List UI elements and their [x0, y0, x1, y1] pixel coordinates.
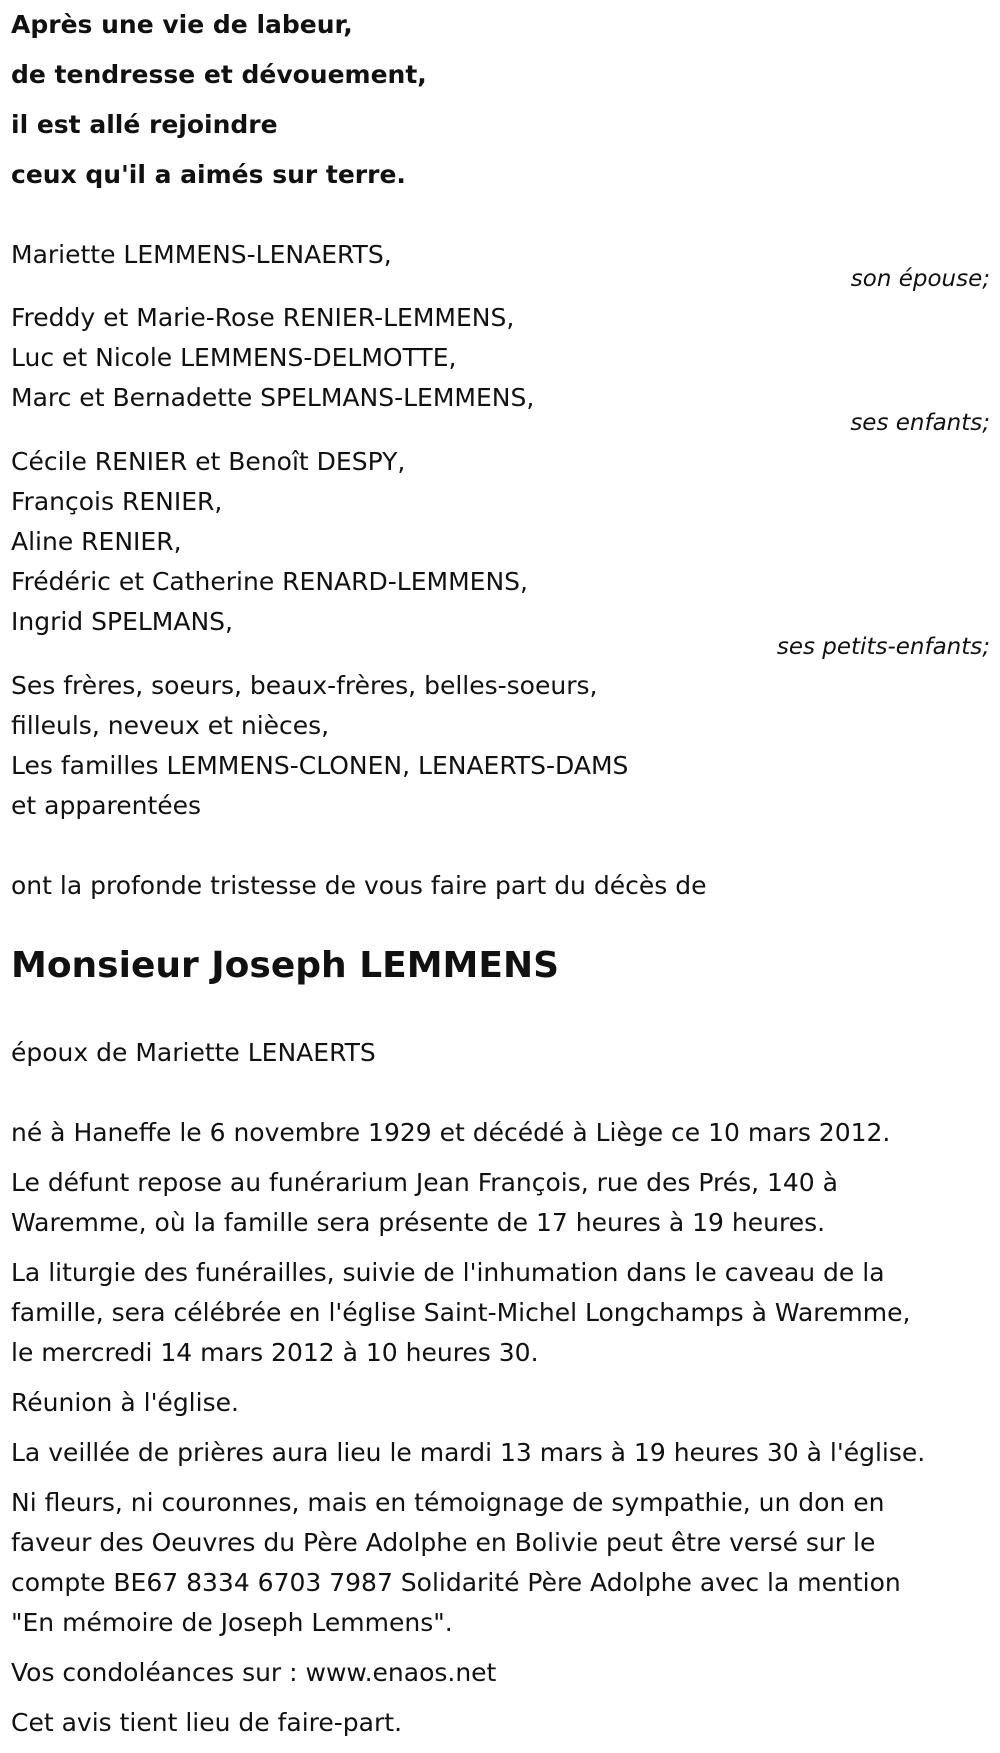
- vigil-line: La veillée de prières aura lieu le mardi 13 mars à 19 heures 30 à l'église.: [11, 1438, 926, 1467]
- condolences-line: Vos condoléances sur : www.enaos.net: [11, 1658, 497, 1687]
- rest-location-line: Waremme, où la famille sera présente de 17 heures à 19 heures.: [11, 1208, 826, 1237]
- funeral-line: le mercredi 14 mars 2012 à 10 heures 30.: [11, 1338, 539, 1367]
- poem-line: de tendresse et dévouement,: [11, 60, 427, 89]
- relatives-line: Les familles LEMMENS-CLONEN, LENAERTS-DAMS: [11, 751, 629, 780]
- donation-line: faveur des Oeuvres du Père Adolphe en Bolivie peut être versé sur le: [11, 1528, 876, 1557]
- meeting-line: Réunion à l'église.: [11, 1388, 239, 1417]
- children-role: ses enfants;: [850, 410, 990, 436]
- grandchild-name: Aline RENIER,: [11, 527, 182, 556]
- closing-line: Cet avis tient lieu de faire-part.: [11, 1708, 403, 1737]
- relatives-line: Ses frères, soeurs, beaux-frères, belles-soeurs,: [11, 671, 598, 700]
- poem-line: Après une vie de labeur,: [11, 10, 353, 39]
- rest-location-line: Le défunt repose au funérarium Jean François, rue des Prés, 140 à: [11, 1168, 838, 1197]
- child-name: Freddy et Marie-Rose RENIER-LEMMENS,: [11, 303, 515, 332]
- relatives-line: filleuls, neveux et nièces,: [11, 711, 330, 740]
- donation-line: Ni fleurs, ni couronnes, mais en témoignage de sympathie, un don en: [11, 1488, 885, 1517]
- funeral-line: famille, sera célébrée en l'église Saint-Michel Longchamps à Waremme,: [11, 1298, 911, 1327]
- donation-line: "En mémoire de Joseph Lemmens".: [11, 1608, 453, 1637]
- spouse-role: son épouse;: [850, 266, 990, 292]
- child-name: Luc et Nicole LEMMENS-DELMOTTE,: [11, 343, 457, 372]
- grandchild-name: Frédéric et Catherine RENARD-LEMMENS,: [11, 567, 528, 596]
- birth-death-line: né à Haneffe le 6 novembre 1929 et décédé à Liège ce 10 mars 2012.: [11, 1118, 891, 1147]
- funeral-line: La liturgie des funérailles, suivie de l'inhumation dans le caveau de la: [11, 1258, 885, 1287]
- spouse-name: Mariette LEMMENS-LENAERTS,: [11, 240, 392, 269]
- relatives-line: et apparentées: [11, 791, 202, 820]
- grandchild-name: Cécile RENIER et Benoît DESPY,: [11, 447, 406, 476]
- donation-line: compte BE67 8334 6703 7987 Solidarité Père Adolphe avec la mention: [11, 1568, 901, 1597]
- grandchild-name: Ingrid SPELMANS,: [11, 607, 233, 636]
- deceased-name: Monsieur Joseph LEMMENS: [11, 945, 560, 986]
- poem-line: il est allé rejoindre: [11, 110, 278, 139]
- grandchildren-role: ses petits-enfants;: [776, 634, 990, 660]
- child-name: Marc et Bernadette SPELMANS-LEMMENS,: [11, 383, 535, 412]
- spouse-of: époux de Mariette LENAERTS: [11, 1038, 376, 1067]
- announcement: ont la profonde tristesse de vous faire part du décès de: [11, 871, 707, 900]
- poem-line: ceux qu'il a aimés sur terre.: [11, 160, 406, 189]
- grandchild-name: François RENIER,: [11, 487, 223, 516]
